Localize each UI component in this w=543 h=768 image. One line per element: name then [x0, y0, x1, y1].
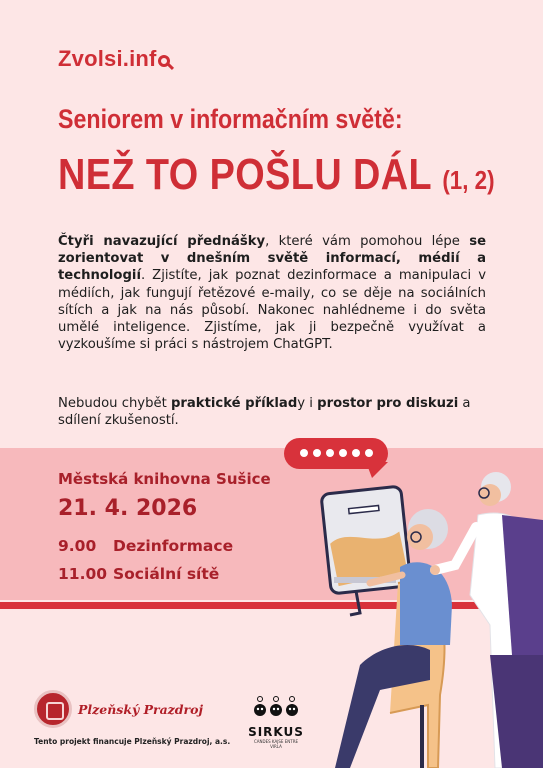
extra-paragraph: Nebudou chybět praktické příklady i prostor pro diskuzi a sdílení zkušeností.	[58, 396, 471, 429]
partner-name: SIRKUS	[248, 725, 304, 739]
title-line2: NEŽ TO POŠLU DÁL (1, 2)	[58, 150, 495, 199]
intro-paragraph: Čtyři navazující přednášky, které vám pomohou lépe se zorientovat v dnešním světě informací, médií a technologií. Zjistíte, jak poznat dezinformace a manipulaci v médiích, jak fungují řetězové e-maily, co se děje na sociálních sítích a jak na nás působí. Nakonec nahlédneme i do světa umělé inteligence. Zjistíme, jak ji bezpečně využívat a vyzkoušíme si práci s nástrojem ChatGPT.	[58, 234, 487, 353]
talk-2: 11.00 Sociální sítě	[58, 565, 220, 583]
event-date: 21. 4. 2026	[58, 496, 198, 521]
seniors-at-computer-illustration	[290, 465, 543, 768]
funding-note: Tento projekt financuje Plzeňský Prazdroj, a.s.	[34, 737, 231, 746]
event-place: Městská knihovna Sušice	[58, 470, 271, 488]
sponsor-logo	[34, 690, 203, 728]
brewery-seal-icon	[34, 690, 72, 728]
sirkus-faces-icon	[251, 695, 301, 719]
talk-1: 9.00 Dezinformace	[58, 537, 234, 555]
sponsor-name: Plzeňský Prazdroj	[78, 701, 203, 717]
partner-logo	[248, 695, 304, 749]
title-number: (1, 2)	[442, 165, 495, 195]
magnifier-o-icon	[158, 55, 170, 67]
title-line1: Seniorem v informačním světě:	[58, 104, 403, 134]
zvolsi-logo: Zvolsi.inf	[58, 46, 170, 72]
partner-subtitle: CANDES KAJSE ENTRE VIRLA	[253, 739, 298, 749]
